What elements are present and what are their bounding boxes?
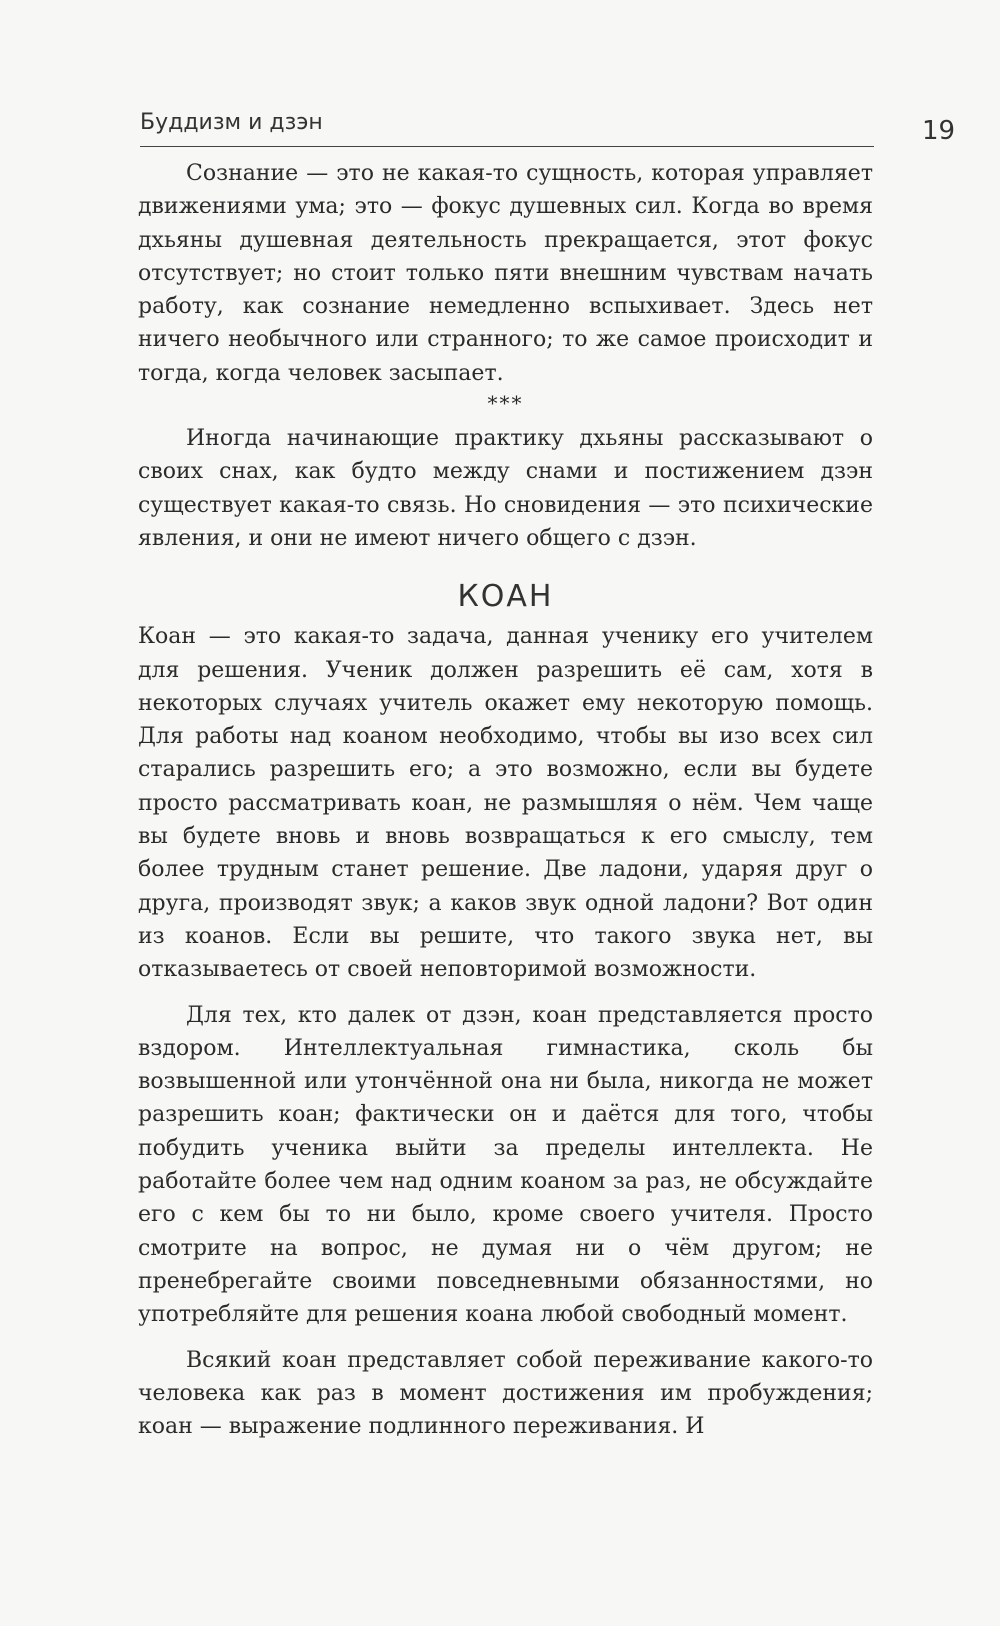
paragraph-koan-nonsense: Для тех, кто далек от дзэн, коан представляется просто вздором. Интеллектуальная гимнастика, сколь бы возвышенной или утончённой она ни была, никогда не может разрешить коан; фактически он и даётся для того, чтобы побудить ученика выйти за пределы интеллекта. Не работайте более чем над одним коаном за раз, не обсуждайте его с кем бы то ни было, кроме своего учителя. Просто смотрите на вопрос, не думая ни о чём другом; не пренебрегайте своими повседневными обязанностями, но употребляйте для решения коана любой свободный момент. [138,1002,873,1328]
paragraph-dreams: Иногда начинающие практику дхьяны рассказывают о своих снах, как будто между снами и постижением дзэн существует какая-то связь. Но сновидения — это психические явления, и они не имеют ничего общего с дзэн. [138,426,873,551]
section-heading-koan: КОАН [457,579,554,615]
paragraph-koan-definition: Коан — это какая-то задача, данная ученику его учителем для решения. Ученик должен разрешить её сам, хотя в некоторых случаях учитель окажет ему некоторую помощь. Для работы над коаном необходимо, чтобы вы изо всех сил старались разрешить его; а это возможно, если вы будете просто рассматривать коан, не размышляя о нём. Чем чаще вы будете вновь и вновь возвращаться к его смыслу, тем более трудным станет решение. Две ладони, ударяя друг о друга, производят звук; а каков звук одной ладони? Вот один из коанов. Если вы решите, что такого звука нет, вы отказываетесь от своей неповторимой возможности. [138,624,873,983]
section-separator: *** [487,391,524,416]
page-number: 19 [922,116,956,146]
paragraph-consciousness: Сознание — это не какая-то сущность, которая управляет движениями ума; это — фокус душевных сил. Когда во время дхьяны душевная деятельность прекращается, этот фокус отсутствует; но стоит только пяти внешним чувствам начать работу, как сознание немедленно вспыхивает. Здесь нет ничего необычного или странного; то же самое происходит и тогда, когда человек засыпает. [138,161,873,386]
running-title: Буддизм и дзэн [140,110,323,135]
running-header [140,106,874,147]
paragraph-koan-experience: Всякий коан представляет собой переживание какого-то человека как раз в момент достижения им пробуждения; коан — выражение подлинного переживания. И [138,1347,873,1440]
page-body [138,157,873,1443]
